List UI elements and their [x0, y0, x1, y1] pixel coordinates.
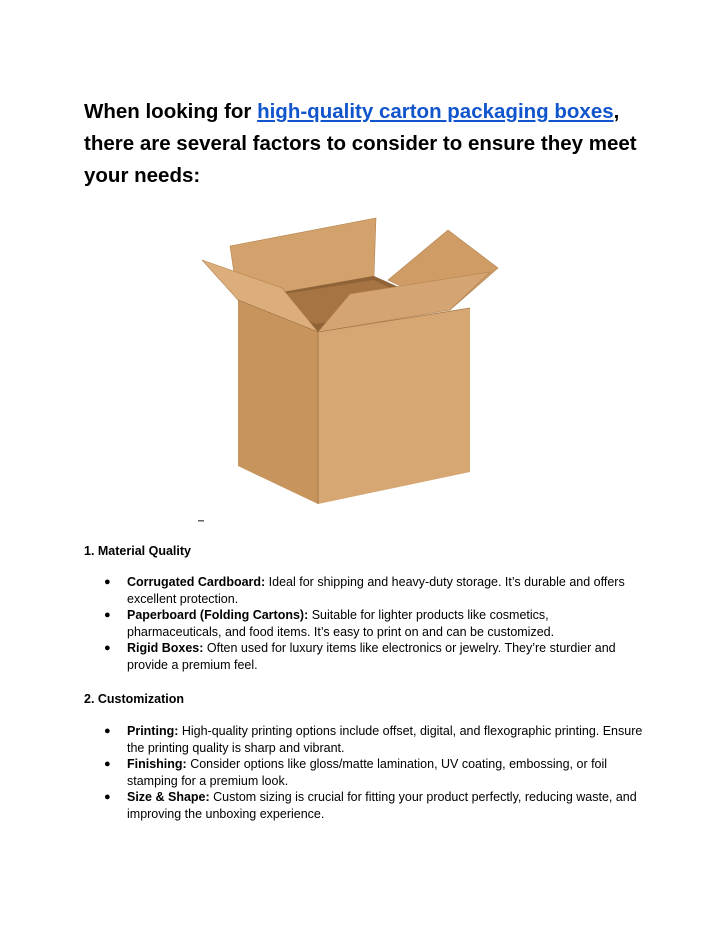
- bullet-icon: ●: [104, 758, 111, 771]
- section-title-customization: 2. Customization: [84, 692, 185, 706]
- heading-link[interactable]: high-quality carton packaging boxes: [257, 100, 614, 123]
- material-quality-list: [104, 574, 644, 674]
- item-text: Ideal for shipping and heavy-duty storage. It’s durable and offers excellent protection.: [127, 575, 625, 606]
- heading-prefix: When looking for: [84, 100, 258, 123]
- bullet-icon: ●: [104, 576, 111, 588]
- bullet-icon: ●: [104, 642, 111, 655]
- item-term: Size & Shape:: [127, 790, 210, 805]
- section-title-material-quality: 1. Material Quality: [84, 544, 191, 558]
- heading-suffix: , there are several factors to consider to ensure they meet your needs:: [84, 100, 637, 187]
- item-term: Paperboard (Folding Cartons):: [127, 608, 309, 623]
- bullet-icon: ●: [104, 609, 111, 622]
- item-term: Printing:: [127, 724, 179, 738]
- item-text: Consider options like gloss/matte lamination, UV coating, embossing, or foil stamping for a premium look.: [127, 757, 608, 788]
- bullet-icon: ●: [104, 791, 111, 804]
- item-text: High-quality printing options include offset, digital, and flexographic printing. Ensure the printing quality is sharp and vibrant.: [127, 724, 643, 755]
- page-heading: [84, 96, 644, 192]
- item-text: Suitable for lighter products like cosmetics, pharmaceuticals, and food items. It’s easy to print on and can be customized.: [127, 608, 555, 639]
- list-item: [104, 640, 644, 673]
- list-item: [104, 607, 644, 640]
- list-item: [104, 789, 644, 822]
- item-term: Finishing:: [127, 757, 187, 772]
- customization-list: [104, 723, 644, 823]
- item-term: Rigid Boxes:: [127, 641, 204, 656]
- list-item: [104, 574, 644, 607]
- item-text: Often used for luxury items like electronics or jewelry. They’re sturdier and provide a premium feel.: [127, 641, 616, 672]
- list-item: [104, 723, 644, 756]
- bullet-icon: ●: [104, 725, 111, 737]
- list-item: [104, 756, 644, 789]
- item-text: Custom sizing is crucial for fitting your product perfectly, reducing waste, and improving the unboxing experience.: [127, 790, 637, 821]
- item-term: Corrugated Cardboard:: [127, 575, 266, 589]
- cardboard-box-icon: [198, 214, 508, 526]
